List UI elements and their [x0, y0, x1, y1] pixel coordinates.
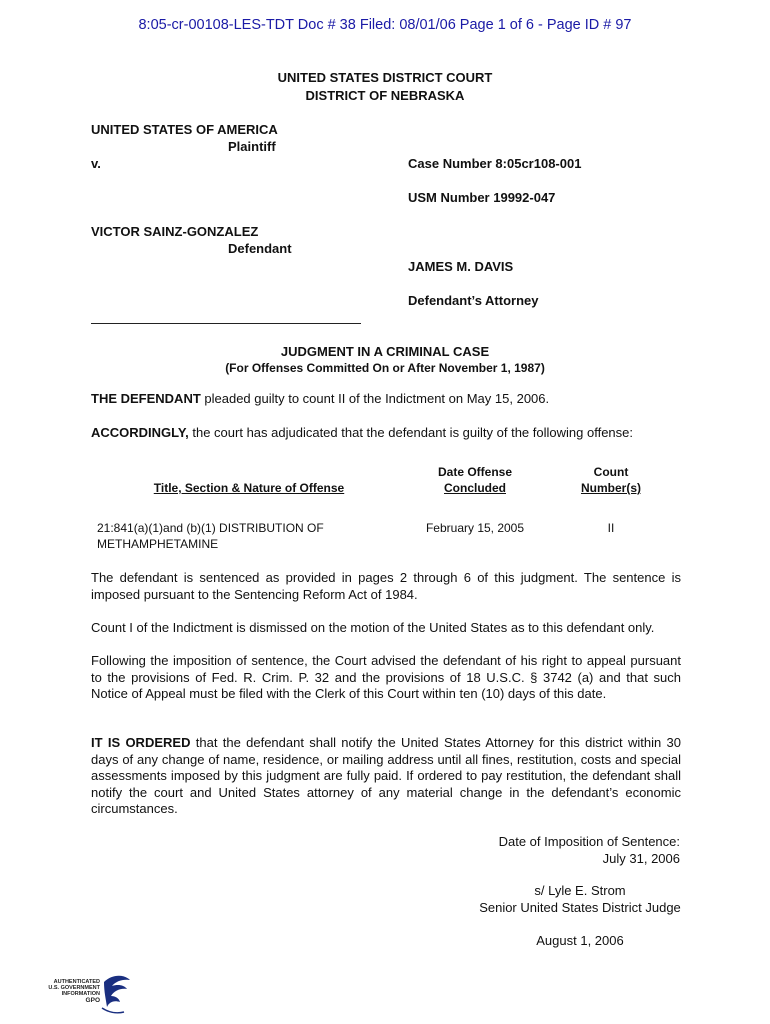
- logo-line4: GPO: [85, 997, 100, 1004]
- attorney-role: Defendant’s Attorney: [408, 293, 539, 308]
- adjudication-statement: [91, 425, 633, 440]
- accordingly-lead: ACCORDINGLY,: [91, 425, 189, 440]
- appeal-paragraph: Following the imposition of sentence, the Court advised the defendant of his right to appeal pursuant to the provisions of Fed. R. Crim. P. 32 and the provisions of 18 U.S.C. § 3742 (a) and that such Notice of Appeal must be filed with the Clerk of this Court within ten (10) days of this date.: [91, 653, 681, 701]
- table-header-count-line1: Count: [593, 465, 629, 479]
- offense-date: February 15, 2005: [425, 521, 525, 535]
- court-district: DISTRICT OF NEBRASKA: [305, 88, 465, 103]
- logo-line2: U.S. GOVERNMENT: [48, 985, 100, 991]
- ordered-lead: IT IS ORDERED: [91, 735, 191, 750]
- plea-text: pleaded guilty to count II of the Indictment on May 15, 2006.: [200, 391, 550, 406]
- offense-description-line1: 21:841(a)(1)and (b)(1) DISTRIBUTION OF: [97, 521, 324, 535]
- logo-line1: AUTHENTICATED: [53, 979, 100, 985]
- ordered-text: that the defendant shall notify the United States Attorney for this district within 30 days of any change of name, residence, or mailing address until all fines, restitution, costs and special assessments imposed by this judgment are fully paid. If ordered to pay restitution, the defendant shall notify the court and United States attorney of any material change in the defendant’s economic circumstances.: [91, 735, 681, 816]
- table-header-date-line1: Date Offense: [437, 465, 513, 479]
- table-header-offense: Title, Section & Nature of Offense: [153, 481, 345, 495]
- court-name: UNITED STATES DISTRICT COURT: [277, 70, 493, 85]
- table-header-date-line2: Concluded: [444, 481, 506, 495]
- attorney-name: JAMES M. DAVIS: [408, 259, 514, 274]
- logo-line3: INFORMATION: [61, 991, 100, 997]
- imposition-date: July 31, 2006: [602, 851, 680, 866]
- plea-lead: THE DEFENDANT: [91, 391, 201, 406]
- table-header-count-line2: Number(s): [580, 481, 641, 495]
- offense-count: II: [607, 521, 615, 535]
- defendant-role: Defendant: [228, 241, 292, 256]
- signed-date: August 1, 2006: [536, 933, 624, 948]
- plea-statement: [91, 391, 549, 406]
- accordingly-text: the court has adjudicated that the defendant is guilty of the following offense:: [188, 425, 633, 440]
- judgment-title: JUDGMENT IN A CRIMINAL CASE: [280, 344, 490, 359]
- usm-number: USM Number 19992-047: [408, 190, 556, 205]
- gpo-authentication-logo: [40, 972, 132, 1016]
- case-number: Case Number 8:05cr108-001: [408, 156, 582, 171]
- signature-name: s/ Lyle E. Strom: [534, 883, 626, 898]
- versus-label: v.: [91, 156, 101, 171]
- dismissal-paragraph: Count I of the Indictment is dismissed on the motion of the United States as to this defendant only.: [91, 620, 655, 635]
- judgment-subtitle: (For Offenses Committed On or After November 1, 1987): [225, 361, 545, 375]
- eagle-icon: [98, 972, 132, 1016]
- imposition-label: Date of Imposition of Sentence:: [498, 834, 680, 849]
- defendant-name: VICTOR SAINZ-GONZALEZ: [91, 224, 259, 239]
- caption-separator-line: [91, 323, 361, 324]
- ordered-paragraph: [91, 735, 681, 818]
- offense-description-line2: METHAMPHETAMINE: [97, 537, 219, 551]
- plaintiff-name: UNITED STATES OF AMERICA: [91, 122, 278, 137]
- sentenced-paragraph: The defendant is sentenced as provided in pages 2 through 6 of this judgment. The sentence is imposed pursuant to the Sentencing Reform Act of 1984.: [91, 570, 681, 602]
- filing-stamp-header: 8:05-cr-00108-LES-TDT Doc # 38 Filed: 08/01/06 Page 1 of 6 - Page ID # 97: [138, 17, 632, 33]
- plaintiff-role: Plaintiff: [228, 139, 276, 154]
- signature-title: Senior United States District Judge: [479, 900, 681, 915]
